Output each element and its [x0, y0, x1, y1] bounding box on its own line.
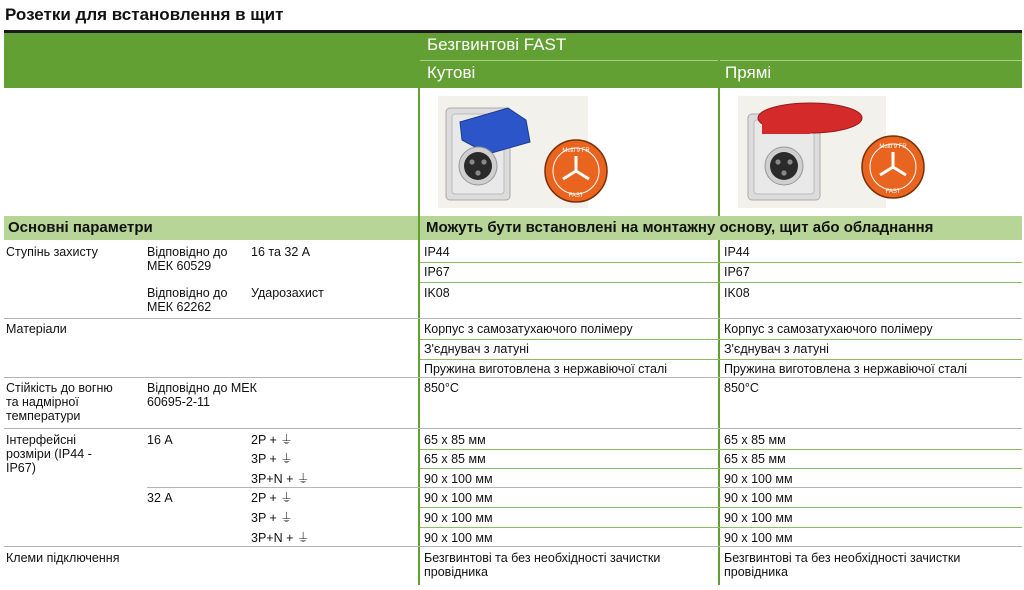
- size-straight: 65 x 85 мм: [724, 452, 786, 466]
- row-separator: [147, 487, 1022, 488]
- material-connector-angled: З'єднувач з латуні: [424, 342, 529, 356]
- value-ip67-angled: IP67: [424, 265, 450, 279]
- group-32a: 32 А: [147, 491, 173, 505]
- badge-top-text: Multi 9 FR: [879, 144, 907, 150]
- header-group-label: Безгвинтові FAST: [427, 35, 567, 54]
- size-angled: 90 x 100 мм: [424, 472, 493, 486]
- row-separator: [4, 377, 1022, 378]
- size-straight: 90 x 100 мм: [724, 531, 793, 545]
- label-interface-sizes: Інтерфейсні розміри (IP44 - IP67): [6, 433, 92, 475]
- terminals-angled: Безгвинтові та без необхідності зачистки провідника: [424, 551, 661, 579]
- label-materials: Матеріали: [6, 322, 67, 336]
- pole-config: 3P + ⏚: [251, 511, 293, 525]
- row-divider: [420, 282, 1022, 283]
- pole-config: 2P + ⏚: [251, 491, 293, 505]
- size-straight: 90 x 100 мм: [724, 472, 793, 486]
- pole-config: 3P+N + ⏚: [251, 472, 310, 486]
- section-mounting: Можуть бути встановлені на монтажну основу, щит або обладнання: [426, 219, 934, 236]
- value-ip67-straight: IP67: [724, 265, 750, 279]
- fast-badge-icon: [860, 134, 926, 200]
- value-ik08-angled: IK08: [424, 286, 450, 300]
- row-divider: [420, 468, 1022, 469]
- std-iec60529: Відповідно до МЕК 60529: [147, 245, 228, 273]
- std-iec60695: Відповідно до МЕК 60695-2-11: [147, 381, 257, 409]
- page-title: Розетки для встановлення в щит: [5, 5, 284, 24]
- value-850c-angled: 850°C: [424, 381, 459, 395]
- row-separator: [4, 546, 1022, 547]
- size-angled: 90 x 100 мм: [424, 511, 493, 525]
- label-terminals: Клеми підключення: [6, 551, 120, 565]
- size-straight: 90 x 100 мм: [724, 491, 793, 505]
- row-separator: [4, 318, 1022, 319]
- pole-config: 2P + ⏚: [251, 433, 293, 447]
- size-straight: 65 x 85 мм: [724, 433, 786, 447]
- row-divider: [420, 507, 1022, 508]
- material-spring-angled: Пружина виготовлена з нержавіючої сталі: [424, 362, 668, 376]
- value-ik08-straight: IK08: [724, 286, 750, 300]
- material-spring-straight: Пружина виготовлена з нержавіючої сталі: [724, 362, 968, 376]
- column-divider-left: [418, 33, 420, 585]
- size-angled: 90 x 100 мм: [424, 531, 493, 545]
- row-divider: [420, 359, 1022, 360]
- label-fire-resistance: Стійкість до вогню та надмірної температури: [6, 381, 113, 423]
- std-iec62262: Відповідно до МЕК 62262: [147, 286, 228, 314]
- size-straight: 90 x 100 мм: [724, 511, 793, 525]
- value-850c-straight: 850°C: [724, 381, 759, 395]
- value-ip44-angled: IP44: [424, 245, 450, 259]
- material-connector-straight: З'єднувач з латуні: [724, 342, 829, 356]
- pole-config: 3P + ⏚: [251, 452, 293, 466]
- spec-16-32a: 16 та 32 А: [251, 245, 311, 259]
- header-left-block: [4, 33, 418, 88]
- size-angled: 65 x 85 мм: [424, 433, 486, 447]
- row-divider: [420, 527, 1022, 528]
- value-ip44-straight: IP44: [724, 245, 750, 259]
- spec-impact: Ударозахист: [251, 286, 324, 300]
- header-col-straight: Прямі: [725, 63, 772, 82]
- label-protection: Ступінь захисту: [6, 245, 98, 259]
- header-divider: [420, 60, 1022, 61]
- row-separator: [4, 428, 1022, 429]
- terminals-straight: Безгвинтові та без необхідності зачистки провідника: [724, 551, 961, 579]
- material-housing-straight: Корпус з самозатухаючого полімеру: [724, 322, 933, 336]
- badge-bottom-text: FAST: [568, 193, 584, 199]
- material-housing-angled: Корпус з самозатухаючого полімеру: [424, 322, 633, 336]
- fast-badge-icon: [543, 138, 609, 204]
- size-angled: 90 x 100 мм: [424, 491, 493, 505]
- row-divider: [420, 262, 1022, 263]
- row-divider: [420, 339, 1022, 340]
- pole-config: 3P+N + ⏚: [251, 531, 310, 545]
- group-16a: 16 А: [147, 433, 173, 447]
- section-main-params: Основні параметри: [8, 219, 153, 236]
- badge-top-text: Multi 9 FR: [562, 148, 590, 154]
- size-angled: 65 x 85 мм: [424, 452, 486, 466]
- badge-bottom-text: FAST: [885, 189, 901, 195]
- row-divider: [420, 449, 1022, 450]
- header-col-angled: Кутові: [427, 63, 476, 82]
